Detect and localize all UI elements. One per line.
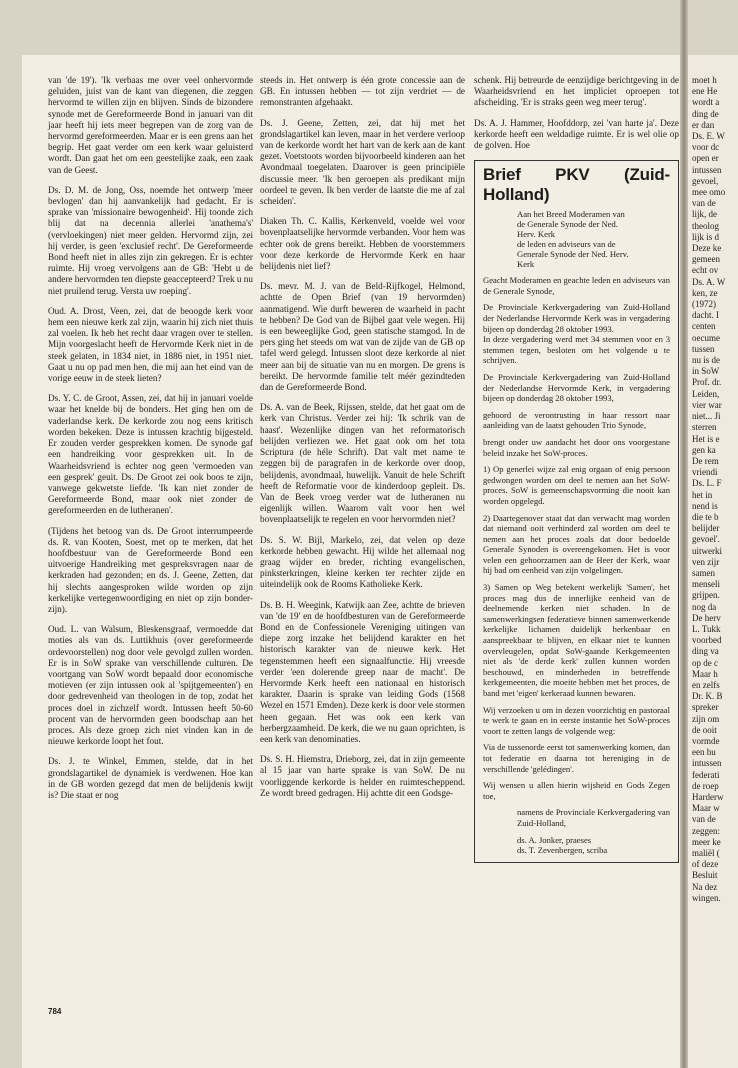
right-page-line: intussen [692,164,722,175]
right-page-line: gevoel, [692,175,719,186]
right-page-line: Harderw [692,792,724,802]
right-page-line: het in [692,489,713,500]
right-page-line: lijk is d [692,231,720,242]
letter-paragraph: De Provinciale Kerkvergadering van Zuid-Holland der Nederlandse Hervormde Kerk, in vergadering bijeen op donderdag 28 oktober 1993, [483,371,670,404]
right-page-line: zeggen: [692,825,720,836]
right-page-line: belijder [692,523,720,534]
letter-paragraph: gehoord de verontrusting in haar ressort naar aanleiding van de laatst gehouden Trio Synode, [483,409,670,431]
paragraph: Ds. S. W. Bijl, Markelo, zei, dat velen op deze kerkorde hebben gewacht. Hij wilde het allemaal nog graag wijder en breder, richting evangelischen, pinksterkringen, kleine kerken ter rechter zijde en uiteindelijk ook de Rooms Katholieke Kerk. [260,534,465,590]
paragraph: Ds. A. van de Beek, Rijssen, stelde, dat het gaat om de kerk van Christus. Verder zei hij: 'Ik schrik van de haast'. Wezenlijke dingen van het reformatorisch belijden verliezen we. Het gaat ook om het tota Scriptura (de héle Schrift). Dat valt met name te zeggen bij de paragrafen in de kerkorde over doop, belijdenis, avondmaal, huwelijk. Vanuit de hele Schrift heeft de Reformatie voor de kinderdoop gepleit. Ds. Van de Beek vroeg verder wat de lutheranen nu eigenlijk willen. Waarom valt voor hen wel bovenplaatselijk te regelen en voor hervormden niet? [260,402,465,525]
letter-list-item: 3) Samen op Weg betekent werkelijk 'Samen', het proces mag dus de innerlijke eenheid van de deelnemende kerken niet schaden. In de samenwerkingsen federatieve binnen samenwerkende kerkelijke lichamen duidelijk herkenbaar en aanspreekbaar te blijven, en elkaar niet te kunnen overvleugelen, opdat SoW-gaande Kerkgemeenten niet als 'de derde kerk' zullen kunnen worden beschouwd, en minderheden in betreffende kerkgemeenten, die moeite hebben met het proces, de band met 'eigen' kerkeraad kunnen bewaren. [483,582,670,698]
letter-list-item: 1) Op generlei wijze zal enig orgaan of enig persoon gedwongen worden om deel te nemen aan het SoW-proces. SoW is gemeenschapsvorming die nooit kan worden opgelegd. [483,464,670,506]
letter-signature: namens de Provinciale Kerkvergadering van Zuid-Holland, [517,807,670,828]
right-page-line: die te b [692,511,719,522]
right-page-line: een hu [692,747,716,758]
right-page-line: en zelfs [692,679,720,690]
right-page-fragments [688,75,725,904]
paragraph: Ds. J. te Winkel, Emmen, stelde, dat in het grondslagartikel de dynamiek is verdwenen. Hoe kan in de GB worden gezegd dat men de belijdenis kwijt is? Die staat er nog [48,756,253,800]
right-page-line: De herv [692,612,721,623]
right-page-line: Maar h [692,668,718,679]
right-page-line: Ds. L. F [692,478,722,489]
letter-list [483,464,670,698]
right-page-line: zijn om [692,713,720,724]
addressee-line: Herv. Kerk [517,229,556,240]
right-page-line: uitwerki [692,545,722,556]
letter-paragraph: brengt onder uw aandacht het door ons voorgestane beleid inzake het SoW-proces. [483,436,670,458]
paragraph: Oud. L. van Walsum, Bleskensgraaf, vermoedde dat moties als van ds. Luttikhuis (over gereformeerde ordevoorstellen) nog door vele gevolgd zullen worden. Er is in SoW sprake van verschillende culturen. De voortgang van SoW wordt bepaald door economische motieven (er zijn intussen ook al 'spijtgemeenten') en door gedrevenheid van theologen in de top, zodat het proces doel in zichzelf wordt. Intussen heeft 50-60 procent van de hervormden geen boodschap aan het proces. Als deze groep zich niet vinden kan in de nieuwe kerkorde loopt het fout. [48,624,253,747]
right-page-line: sterren [692,422,717,433]
right-page-line: Prof. dr. [692,377,722,388]
right-page-line: wingen. [692,892,721,903]
right-page-line: van de [692,198,716,209]
right-page-line: Leiden, [692,388,720,399]
right-page-line: menseli [692,579,720,590]
right-page-line: Dr. K. B [692,691,723,702]
paragraph: (Tijdens het betoog van ds. De Groot interrumpeerde ds. R. van Kooten, Soest, met op te merken, dat het hoofdbestuur van de Gereformeerde Bond een uitvoerige Handreiking met gespreksvragen naar de kerkraden had gezonden; en ds. J. Geene, Zetten, dat hij slechts aangesproken wilde worden op zijn kerkelijke vertegenwoordiging en niet op zijn bonder-zijn). [48,525,253,614]
paragraph: Ds. D. M. de Jong, Oss, noemde het ontwerp 'meer bevlogen' dan hij aanvankelijk had gedacht. Er is sprake van 'missionaire bewogenheid'. Hij toonde zich blij dat na decennia allerlei 'anathema's' (vervloekingen) niet meer gelden. Hervormd zijn, zei hij verder, is geen 'exclusief recht'. De Gereformeerde Bond heeft niet in alles zijn zin gekregen. Er is echter ruimte. Hij vroeg vervolgens aan de GB: 'Hebt u de andere hervormden ten diepste geaccepteerd? Trek u nu niet pruilend terug. Versta uw roeping'. [48,184,253,296]
right-page-line: wordt a [692,97,720,108]
addressee-line: de leden en adviseurs van de [517,239,616,250]
right-page-line: moet h [692,75,717,85]
paragraph: Ds. J. Geene, Zetten, zei, dat hij met het grondslagartikel kan leven, maar in het verdere verloop van de kerkorde wordt het hart van de kerk aan de kant gezet. Voetstoots worden bijvoorbeeld kinderen aan het Avondmaal toegelaten. Daarover is geen principiële discussie meer. 'Ik ben geroepen als predikant mijn oordeel te geven. Ik ben verder de laatste die me af zal scheiden'. [260,117,465,207]
right-page-line: niet... Ji [692,411,721,422]
right-page-line: De rem [692,455,719,466]
paragraph: van 'de 19'). 'Ik verbaas me over veel onhervormde geluiden, juist van de kant van diegenen, die zeggen hervormd te willen zijn en blijven. Sinds de bizondere synode met de Gereformeerde Bond in januari van dit jaar heeft hij iets meer begrepen van de zorg van de hervormd gereformeerden. Maar er is een grens aan het begrip. Het gaat verder om een kerk waar geluisterd wordt. Dan gaat het om een geestelijke zaak, een zaak van de Geest. [48,75,253,175]
right-page-line: oecume [692,332,720,343]
right-page-line: ken, ze [692,287,718,298]
column-2 [260,75,465,808]
paragraph: Oud. A. Drost, Veen, zei, dat de beoogde kerk voor hem een nieuwe kerk zal zijn, waarin hij zich niet thuis zal voelen. Ik heb het recht daar vragen over te stellen. Mijn voorgeslacht heeft de Hervormde Kerk niet in de steek gelaten, in 1834 niet, in 1886 niet, in 1951 niet. Gaat u nu op pad men hen, die mij aan het eind van de vorige eeuw in de steek lieten? [48,305,253,384]
letter-text: De Provinciale Kerkvergadering van Zuid-Holland der Nederlandse Hervormde Kerk was in vergadering bijeen op donderdag 28 oktober 1993. [483,302,670,334]
right-page-line: voor dc [692,142,720,153]
right-page-line: spreker [692,702,719,713]
right-page-line: ding de [692,108,719,119]
right-page-line: Deze ke [692,243,722,254]
right-page-line: op de c [692,657,718,668]
addressee-line: Generale Synode der Ned. Herv. [517,249,629,260]
right-page-line: dacht. I [692,310,719,321]
letter-title: Brief PKV (Zuid-Holland) [483,165,670,205]
right-page-line: ene He [692,86,718,97]
letter-list-item: 2) Daartegenover staat dat dan verwacht mag worden dat niemand ooit verhinderd zal worden om deel te nemen aan het proces zoals dat door bedoelde Generale Synoden is overeengekomen. Het is voor velen een gehoorzamen aan de Heer der Kerk, waar hij bad om eenheid van zijn volgelingen. [483,512,670,576]
letter-paragraph: Wij wensen u allen hierin wijsheid en Gods Zegen toe, [483,780,670,801]
letter-salutation: Geacht Moderamen en geachte leden en adviseurs van de Generale Synode, [483,275,670,296]
right-page-line: Ds. A. W [692,276,726,287]
right-page-line: echt ov [692,265,719,276]
right-page-line: de roep [692,780,719,791]
right-page-line: nend is [692,500,718,511]
right-page-line: Besluit [692,870,718,881]
right-page-line: er dan [692,119,715,130]
column-1 [48,75,253,810]
right-page-line: in SoW [692,366,720,377]
right-page-line: gevoel'. [692,534,720,545]
letter-text: In deze vergadering werd met 34 stemmen voor en 3 stemmen tegen, besloten om het volgende u te schrijven. [483,334,670,366]
addressee-line: de Generale Synode der Ned. [517,219,618,230]
paragraph: schenk. Hij betreurde de eenzijdige berichtgeving in de Waarheidsvriend en het impliciet oproepen tot afscheiding. 'Er is straks geen weg meer terug'. [474,75,679,108]
letter-addressee [517,209,670,269]
right-page-line: Ds. E. W [692,131,725,142]
right-page-line: grijpen. [692,590,720,601]
right-page-line: Na dez [692,881,718,892]
right-page-line: L. Tukk [692,623,721,634]
letter-signer: ds. T. Zevenbergen, scriba [517,845,608,856]
right-page-line: ven zijr [692,556,720,567]
right-page-line: voorbed [692,635,722,646]
letter-signer: ds. A. Jonker, praeses [517,834,592,845]
right-page-line: Het is e [692,433,720,444]
right-page-line: vormde [692,735,720,746]
letter-paragraph [483,302,670,366]
page-gutter [680,0,688,1068]
letter-box [474,160,679,863]
right-page-line: samen [692,567,715,578]
paragraph: Ds. mevr. M. J. van de Beld-Rijfkogel, Helmond, achtte de Open Brief (van 19 hervormden) aanmatigend. Wie durft beweren de waarheid in pacht te hebben? De God van de Bijbel gaat vele wegen. Hij is een beweeglijke God, geen statische stamgod. In de pers ging het steeds om wat van de zijde van de GB op tafel werd gelegd. Intussen sloot deze kerkorde al niet meer aan bij de situatie van nu en morgen. De grens is bereikt. De hervormde familie telt méér gezindteden dan de Gereformeerde Bond. [260,281,465,393]
paragraph: Diaken Th. C. Kallis, Kerkenveld, voelde wel voor bovenplaatselijke hervormde verbanden. Voor hem was echter ook de grens bereikt. Hebben de voorstemmers voor deze kerkorde de Hervormde Kerk en haar belijdenis niet lief? [260,216,465,272]
paragraph: Ds. B. H. Weegink, Katwijk aan Zee, achtte de brieven van 'de 19' en de hoofdbesturen van de Gereformeerde Bond en de Confessionele Vereniging uitingen van diepe zorg inzake het belijdend karakter en het historisch karakter van de nieuwe kerk. Het tegenstemmen heeft een signaalfunctie. Hij vreesde verder 'een dolerende greep naar de macht'. De Hervormde Kerk heeft een nationaal en historisch karakter. Daarin is sprake van leiding Gods (1568 Wezel en 1571 Emden). Deze kerk is door vele stormen heen gegaan. Het was ook een kerk van herbergzaamheid. De kerk, die we nu gaan oprichten, is een kerk van denominaties. [260,599,465,744]
column-3 [474,75,679,863]
right-page-line: mee omo [692,187,726,198]
letter-paragraph: Wij verzoeken u om in dezen voorzichtig en pastoraal te werk te gaan en in eerste instantie het SoW-proces voort te zetten langs de volgende weg: [483,704,670,736]
letter-paragraph: Via de tussenorde eerst tot samenwerking komen, dan tot federatie en daarna tot hereniging in de verschillende 'gelédingen'. [483,742,670,774]
right-page-line: Maar w [692,803,720,814]
right-page-line: de ooit [692,724,717,735]
right-page-line: nu is de [692,355,720,366]
right-page-line: tussen [692,343,715,354]
paragraph: Ds. S. H. Hiemstra, Drieborg, zei, dat in zijn gemeente al 15 jaar van harte sprake is van SoW. De nu voorliggende kerkorde is helder en ruimtescheppend. Ze wordt breed gedragen. Hij achtte dit een Godsge- [260,754,465,798]
right-page-line: vriendi [692,467,718,478]
right-page-line: of deze [692,859,719,870]
right-page-line: open er [692,153,719,164]
right-page-line: maliël ( [692,848,720,859]
right-page-line: nog da [692,601,717,612]
right-page [688,55,738,1068]
right-page-line: lijk, de [692,209,717,220]
right-page-line: federati [692,769,720,780]
paragraph: steeds in. Het ontwerp is één grote concessie aan de GB. En intussen hebben — tot zijn verdriet — de remonstranten afgehaakt. [260,75,465,108]
right-page-line: gen ka [692,444,716,455]
right-page-line: ding va [692,646,719,657]
right-page-line: gemeen [692,254,720,265]
addressee-line: Aan het Breed Moderamen van [517,209,625,220]
paragraph: Ds. A. J. Hammer, Hoofddorp, zei 'van harte ja'. Deze kerkorde heeft een weldadige ruimte. Er is wel olie op de golven. Hoe [474,117,679,151]
right-page-line: (1972) [692,299,716,310]
right-page-line: centen [692,321,716,332]
page-number: 784 [48,1007,62,1016]
right-page-line: theolog [692,220,719,231]
right-page-line: vier war [692,399,722,410]
right-page-line: intussen [692,758,722,769]
addressee-line: Kerk [517,259,535,270]
right-page-line: van de [692,814,716,825]
right-page-line: meer ke [692,836,721,847]
paragraph: Ds. Y. C. de Groot, Assen, zei, dat hij in januari voelde waar het knelde bij de bonders. Het ging hen om de vaderlandse kerk. De kerkorde zou nog eens kritisch worden bekeken. Deze is intussen krachtig bijgesteld. Er zouden verder gesprekken komen. De synode gaf een handreiking voor gesprekken uit. In de Waarheidsvriend is echter nog geen 'vermoeden van een gesprek' geuit. Ds. De Groot zei ook boos te zijn, vanwege gekwetste liefde. 'Ik kan niet zonder de Gereformeerde Bond, maar ook niet zonder de gereformeerden en de lutheranen'. [48,393,253,516]
